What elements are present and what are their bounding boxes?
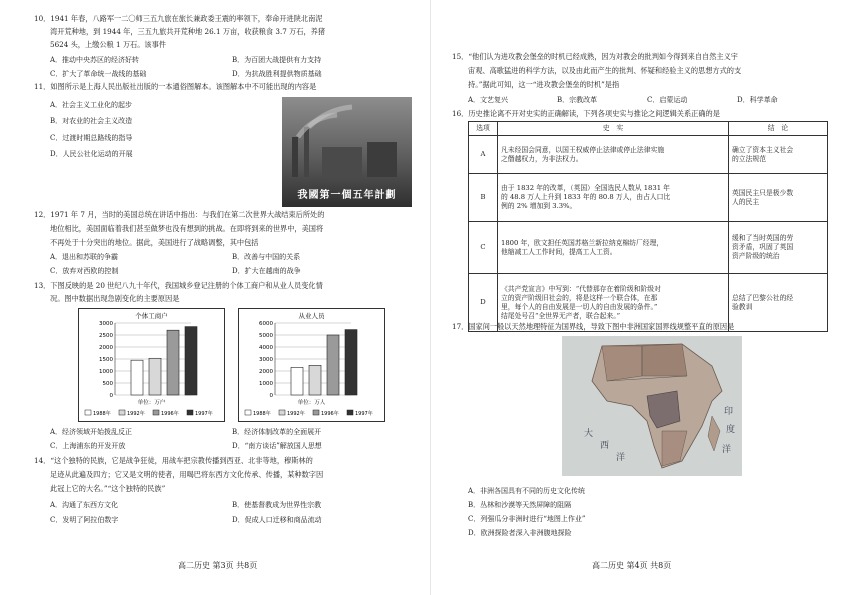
africa-map-shape xyxy=(562,336,742,476)
q13-stem-2: 况。图中数据出现急剧变化的主要原因是 xyxy=(50,294,180,303)
legend-swatch xyxy=(153,410,159,415)
legend-label: 1996年 xyxy=(321,411,339,417)
q16-row-b-fact-line: 例的 2% 增加到 3.3%。 xyxy=(501,202,577,210)
q16-row-d-fact-line: 结尾处号召“全世界无产者，联合起来。” xyxy=(501,311,621,320)
q16-row-b-conclusion-line: 人的民主 xyxy=(732,197,760,206)
q17-option-d: D．欧洲探险者深入非洲腹地探险 xyxy=(468,529,572,537)
q16-stem: 16．历史推论离不开对史实的正确解读，下列各项史实与推论之间逻辑关系正确的是 xyxy=(452,109,720,118)
y-tick-label: 5000 xyxy=(259,333,273,339)
page-fold xyxy=(430,0,431,595)
left-page-footer: 高二历史 第3页 共8页 xyxy=(178,561,258,570)
q16-row-c-fact-line: 1800 年，欧文担任英国苏格兰新拉纳克棉纺厂经理， xyxy=(501,238,664,247)
bar-1997年 xyxy=(185,327,197,395)
q16-row-a-fact-line: 凡未经国会同意，以国王权威停止法律或停止法律实施 xyxy=(501,145,665,154)
q11-option-b: B．对农业的社会主义改造 xyxy=(50,117,133,125)
q16-header-option: 选项 xyxy=(469,122,498,136)
q15-stem-3: 持。”据此可知，这一“进攻教会堡垒的时机”是指 xyxy=(468,80,620,89)
q14-option-c: C．发明了阿拉伯数字 xyxy=(50,516,119,524)
q16-row-b xyxy=(469,174,828,222)
chart-title: 从业人员 xyxy=(298,312,325,320)
legend-label: 1997年 xyxy=(355,411,373,417)
chart-households-svg xyxy=(79,309,224,421)
legend-label: 1988年 xyxy=(253,411,271,417)
q16-row-a-fact-line: 之僭越权力，为非法权力。 xyxy=(501,154,583,163)
q16-row-d-fact-line: 里，每个人的自由发展是一切人的自由发展的条件。” xyxy=(501,302,658,311)
q16-row-d-conclusion xyxy=(729,274,828,332)
legend-label: 1988年 xyxy=(93,411,111,417)
q10-option-d: D．为抗战胜利提供物质基础 xyxy=(232,70,322,78)
five-year-plan-title: 我國第一個五年計劃 xyxy=(297,190,397,201)
legend-swatch xyxy=(245,410,251,415)
legend-swatch xyxy=(279,410,285,415)
bar-1996年 xyxy=(327,335,339,395)
africa-colonial-map xyxy=(562,336,742,476)
q16-row-c-fact xyxy=(498,222,729,274)
q16-table xyxy=(468,121,828,332)
q16-row-b-option: B xyxy=(469,174,498,222)
q14-option-d: D．促成人口迁移和商品流动 xyxy=(232,516,322,524)
q16-row-c-conclusion-line: 资产阶级的统治 xyxy=(732,252,780,260)
legend-swatch xyxy=(187,410,193,415)
map-label-atlantic-2: 西 xyxy=(600,441,610,451)
q10-stem-2: 湾开荒种地，到 1944 年，三五九旅共开荒种地 26.1 万亩，收获粮食 3.7 万石，养猪 xyxy=(50,27,326,36)
q15-stem-2: 宙观、高歌猛进的科学方法，以及由此而产生的批判、怀疑和经验主义的思想方式的支 xyxy=(468,66,742,75)
q16-row-c-fact-line: 他缩减工人工作时间，提高工人工资。 xyxy=(501,247,617,256)
q10-option-c: C．扩大了革命统一战线的基础 xyxy=(50,70,147,78)
q10-option-a: A．推动中央苏区的经济好转 xyxy=(50,56,140,64)
chart-title: 个体工商户 xyxy=(135,312,168,320)
q12-option-a: A．退出和苏联的争霸 xyxy=(50,253,119,261)
legend-swatch xyxy=(119,410,125,415)
q16-row-d-conclusion-line: 总结了巴黎公社的经 xyxy=(732,293,794,302)
map-label-indian-1: 印 xyxy=(724,407,734,417)
q13-option-d: D．“南方谈话”解放国人思想 xyxy=(232,442,322,450)
q16-row-b-conclusion-line: 英国民主只是极少数 xyxy=(732,188,794,197)
map-label-atlantic-3: 洋 xyxy=(616,453,626,463)
q13-option-b: B．经济体制改革的全面展开 xyxy=(232,428,322,436)
bar-1992年 xyxy=(309,365,321,395)
q16-header-fact: 史 实 xyxy=(498,122,729,136)
map-label-indian-3: 洋 xyxy=(722,445,732,455)
q16-row-c-conclusion-line: 缓和了当时英国的劳 xyxy=(732,234,794,242)
q17-stem: 17．国家间一般以天然地理特征为国界线，导致下图中非洲国家国界线规整平直的原因是 xyxy=(452,322,735,331)
y-tick-label: 0 xyxy=(109,393,113,399)
q17-option-c: C．列强瓜分非洲时进行“地图上作业” xyxy=(468,515,586,523)
q15-option-c: C．启蒙运动 xyxy=(647,96,688,104)
q14-stem-2: 足迹从此遍及四方；它又是文明的使者，用喝巴将东西方文化传承、传播，某种数字因 xyxy=(50,470,324,479)
y-tick-label: 4000 xyxy=(259,345,273,351)
unit-label: 单位：万户 xyxy=(137,400,166,406)
y-tick-label: 2500 xyxy=(99,333,113,339)
chart-employees-svg xyxy=(239,309,384,421)
bar-1997年 xyxy=(345,330,357,395)
q15-option-b: B．宗教改革 xyxy=(557,96,598,104)
q12-stem-1: 12．1971 年 7 月，当时的美国总统在讲话中指出：与我们在第二次世界大战结束后所处的 xyxy=(34,210,325,219)
unit-label: 单位：万人 xyxy=(297,400,326,406)
q10-stem-3: 5624 头，上缴公粮 1 万石。该事件 xyxy=(50,40,166,49)
q16-row-d-option: D xyxy=(469,274,498,332)
q12-option-c: C．放弃对西欧的控制 xyxy=(50,267,119,275)
q16-row-c-conclusion-line: 资矛盾，巩固了英国 xyxy=(732,243,794,251)
q16-row-b-fact-line: 由于 1832 年的改革，（英国）全国选民人数从 1831 年 xyxy=(501,184,670,192)
legend-label: 1996年 xyxy=(161,411,179,417)
legend-swatch xyxy=(347,410,353,415)
q17-option-a: A．非洲各国具有不同的历史文化传统 xyxy=(468,487,586,495)
y-tick-label: 6000 xyxy=(259,321,273,327)
chart-households xyxy=(78,308,225,422)
q10-stem-1: 10．1941 年春，八路军一二〇师三五九旅在旅长兼政委王震的率领下，奉命开进陕北南泥 xyxy=(34,14,323,23)
q15-option-d: D．科学革命 xyxy=(737,96,778,104)
q13-option-c: C．上海浦东的开发开放 xyxy=(50,442,126,450)
q11-stem: 11．如图所示是上海人民出版社出版的一本通俗图解本。该图解本中不可能出现的内容是 xyxy=(34,82,317,91)
q15-stem-1: 15．“他们认为进攻教会堡垒的时机已经成熟，因为对教会的批判如今得到来自自然主义宇 xyxy=(452,52,738,61)
right-page xyxy=(432,0,860,595)
q12-option-b: B．改善与中国的关系 xyxy=(232,253,301,261)
chart-employees xyxy=(238,308,385,422)
y-tick-label: 1000 xyxy=(259,381,273,387)
q14-stem-3: 此冠上它的大名。”“这个独特的民族” xyxy=(50,484,166,493)
y-tick-label: 0 xyxy=(269,393,273,399)
q12-stem-2: 地位相比，美国面临着我们甚至做梦也没有想到的挑战。在即将到来的世界中，美国将 xyxy=(50,224,324,233)
legend-swatch xyxy=(85,410,91,415)
q16-row-a-conclusion xyxy=(729,136,828,174)
y-tick-label: 1500 xyxy=(99,357,113,363)
bar-1992年 xyxy=(149,358,161,395)
q10-option-b: B．为百团大战提供有力支持 xyxy=(232,56,322,64)
map-label-atlantic-1: 大 xyxy=(584,429,594,439)
q17-option-b: B．丛林和沙漠等天然屏障的阻隔 xyxy=(468,501,572,509)
bar-1988年 xyxy=(291,367,303,395)
q12-stem-3: 不再处于十分突出的地位。据此，美国进行了战略调整，其中包括 xyxy=(50,238,259,247)
q16-row-c xyxy=(469,222,828,274)
five-year-plan-cover-image xyxy=(282,97,412,207)
q16-row-b-fact-line: 的 48.8 万人上升到 1833 年的 80.8 万人，由占人口比 xyxy=(501,193,671,201)
q11-option-c: C．过渡时期总路线的指导 xyxy=(50,134,133,142)
bar-1988年 xyxy=(131,360,143,395)
q16-table-header xyxy=(469,122,828,136)
q16-row-a-conclusion-line: 确立了资本主义社会 xyxy=(732,145,794,154)
y-tick-label: 2000 xyxy=(259,369,273,375)
y-tick-label: 3000 xyxy=(259,357,273,363)
q16-row-a-fact xyxy=(498,136,729,174)
q13-option-a: A．经济领域开始拨乱反正 xyxy=(50,428,133,436)
q16-row-b-conclusion xyxy=(729,174,828,222)
q16-row-c-option: C xyxy=(469,222,498,274)
q14-option-a: A．沟通了东西方文化 xyxy=(50,501,119,509)
q16-row-c-conclusion xyxy=(729,222,828,274)
y-tick-label: 2000 xyxy=(99,345,113,351)
q16-row-d-conclusion-line: 验教训 xyxy=(732,302,753,311)
q12-option-d: D．扩大在越南的战争 xyxy=(232,267,301,275)
q16-row-d-fact-line: 《共产党宣言》中写到：“代替那存在着阶级和阶级对 xyxy=(501,284,661,293)
bar-1996年 xyxy=(167,330,179,395)
legend-label: 1997年 xyxy=(195,411,213,417)
y-tick-label: 1000 xyxy=(99,369,113,375)
q16-row-b-fact xyxy=(498,174,729,222)
legend-swatch xyxy=(313,410,319,415)
q14-stem-1: 14．“这个独特的民族，它是战争狂徒，用战车把宗教传播到西亚、北非等地，穆斯林的 xyxy=(34,456,313,465)
right-page-footer: 高二历史 第4页 共8页 xyxy=(592,561,672,570)
q15-option-a: A．文艺复兴 xyxy=(468,96,509,104)
q16-row-a xyxy=(469,136,828,174)
q16-header-conclusion: 结 论 xyxy=(729,122,828,136)
legend-label: 1992年 xyxy=(287,411,305,417)
q16-row-a-option: A xyxy=(469,136,498,174)
q13-stem-1: 13．下图反映的是 20 世纪八九十年代，我国城乡登记注册的个体工商户和从业人员变化情 xyxy=(34,281,323,290)
q14-option-b: B．使基督教成为世界性宗教 xyxy=(232,501,322,509)
q11-option-a: A．社会主义工业化的起步 xyxy=(50,101,133,109)
q16-row-a-conclusion-line: 的立法规范 xyxy=(732,154,766,163)
legend-label: 1992年 xyxy=(127,411,145,417)
y-tick-label: 500 xyxy=(102,381,113,387)
q11-option-d: D．人民公社化运动的开展 xyxy=(50,150,133,158)
map-label-indian-2: 度 xyxy=(726,425,736,435)
q16-row-d-fact-line: 立的资产阶级旧社会的，将是这样一个联合体，在那 xyxy=(501,293,658,302)
y-tick-label: 3000 xyxy=(99,321,113,327)
